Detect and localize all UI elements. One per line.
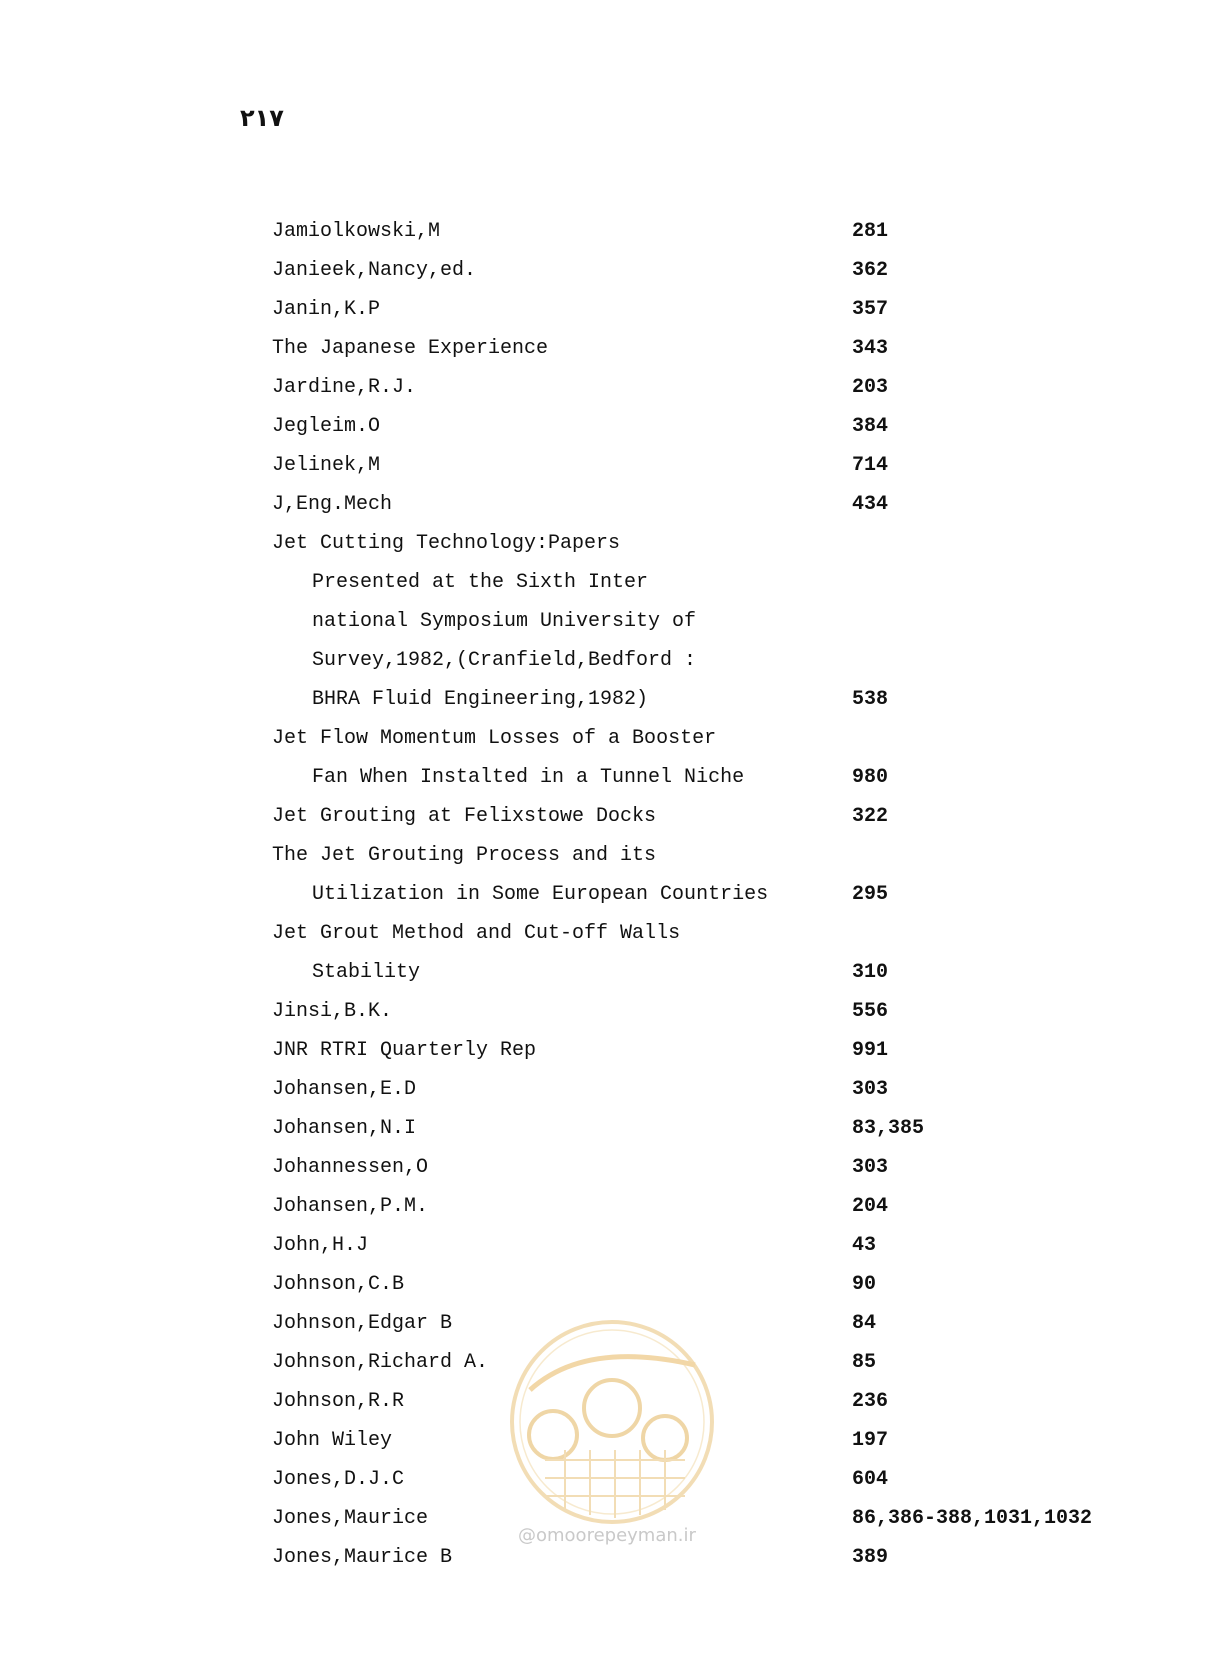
index-entry-continuation (272, 758, 1152, 797)
entry-title: Johnson,C.B (272, 1273, 405, 1296)
entry-page-numbers: 310 (852, 961, 889, 984)
entry-page-numbers: 538 (852, 688, 889, 711)
index-entry (272, 251, 1152, 290)
index-entry-continuation (272, 641, 1152, 680)
entry-title: Jegleim.O (272, 415, 381, 438)
entry-page-numbers: 203 (852, 376, 889, 399)
index-entry (272, 290, 1152, 329)
entry-title: Johnson,Richard A. (272, 1351, 489, 1374)
entry-page-numbers: 434 (852, 493, 889, 516)
entry-page-numbers: 556 (852, 1000, 889, 1023)
index-entry (272, 485, 1152, 524)
entry-title: Jet Cutting Technology:Papers (272, 532, 621, 555)
index-entry (272, 446, 1152, 485)
entry-page-numbers: 83,385 (852, 1117, 925, 1140)
entry-title: national Symposium University of (312, 610, 697, 633)
entry-title: Utilization in Some European Countries (312, 883, 769, 906)
entry-title: Jelinek,M (272, 454, 381, 477)
index-entry (272, 1187, 1152, 1226)
entry-page-numbers: 322 (852, 805, 889, 828)
index-entry (272, 1538, 1152, 1577)
entry-title: Jones,Maurice (272, 1507, 429, 1530)
entry-title: Jet Grouting at Felixstowe Docks (272, 805, 657, 828)
entry-page-numbers: 389 (852, 1546, 889, 1569)
entry-title: Janieek,Nancy,ed. (272, 259, 477, 282)
entry-title: The Japanese Experience (272, 337, 549, 360)
entry-page-numbers: 84 (852, 1312, 877, 1335)
index-entry (272, 1265, 1152, 1304)
entry-title: Survey,1982,(Cranfield,Bedford : (312, 649, 697, 672)
entry-page-numbers: 362 (852, 259, 889, 282)
entry-page-numbers: 714 (852, 454, 889, 477)
entry-title: Jamiolkowski,M (272, 220, 441, 243)
entry-title: Johansen,E.D (272, 1078, 417, 1101)
entry-title: John,H.J (272, 1234, 369, 1257)
index-entry (272, 1031, 1152, 1070)
entry-page-numbers: 43 (852, 1234, 877, 1257)
entry-title: Jinsi,B.K. (272, 1000, 393, 1023)
index-entry-continuation (272, 602, 1152, 641)
index-entry (272, 329, 1152, 368)
index-entry (272, 914, 1152, 953)
index-entry-continuation (272, 875, 1152, 914)
index-entry (272, 836, 1152, 875)
entry-title: The Jet Grouting Process and its (272, 844, 657, 867)
entry-title: Janin,K.P (272, 298, 381, 321)
index-entry (272, 719, 1152, 758)
entry-title: Presented at the Sixth Inter (312, 571, 649, 594)
index-entry (272, 1226, 1152, 1265)
index-entry (272, 1148, 1152, 1187)
entry-page-numbers: 295 (852, 883, 889, 906)
entry-page-numbers: 197 (852, 1429, 889, 1452)
entry-title: Stability (312, 961, 421, 984)
watermark-logo (505, 1310, 720, 1535)
entry-page-numbers: 204 (852, 1195, 889, 1218)
entry-title: Johannessen,O (272, 1156, 429, 1179)
entry-page-numbers: 90 (852, 1273, 877, 1296)
index-entry-continuation (272, 953, 1152, 992)
index-entry (272, 524, 1152, 563)
index-entry (272, 368, 1152, 407)
entry-page-numbers: 604 (852, 1468, 889, 1491)
entry-title: J,Eng.Mech (272, 493, 393, 516)
entry-page-numbers: 980 (852, 766, 889, 789)
entry-title: Jones,D.J.C (272, 1468, 405, 1491)
index-entry (272, 212, 1152, 251)
entry-page-numbers: 303 (852, 1078, 889, 1101)
entry-title: Jardine,R.J. (272, 376, 417, 399)
entry-page-numbers: 991 (852, 1039, 889, 1062)
index-entry-continuation (272, 680, 1152, 719)
entry-page-numbers: 236 (852, 1390, 889, 1413)
entry-page-numbers: 86,386-388,1031,1032 (852, 1507, 1093, 1530)
entry-title: Jones,Maurice B (272, 1546, 453, 1569)
entry-page-numbers: 343 (852, 337, 889, 360)
entry-page-numbers: 303 (852, 1156, 889, 1179)
entry-title: Jet Grout Method and Cut-off Walls (272, 922, 681, 945)
index-entry (272, 407, 1152, 446)
entry-title: Johnson,R.R (272, 1390, 405, 1413)
entry-title: Fan When Instalted in a Tunnel Niche (312, 766, 745, 789)
entry-title: Johansen,N.I (272, 1117, 417, 1140)
entry-title: Johansen,P.M. (272, 1195, 429, 1218)
entry-title: Johnson,Edgar B (272, 1312, 453, 1335)
entry-page-numbers: 384 (852, 415, 889, 438)
entry-page-numbers: 281 (852, 220, 889, 243)
index-entry-continuation (272, 563, 1152, 602)
entry-title: Jet Flow Momentum Losses of a Booster (272, 727, 717, 750)
entry-page-numbers: 357 (852, 298, 889, 321)
index-entry (272, 992, 1152, 1031)
entry-title: JNR RTRI Quarterly Rep (272, 1039, 537, 1062)
index-entry (272, 1109, 1152, 1148)
index-entry (272, 797, 1152, 836)
entry-title: John Wiley (272, 1429, 393, 1452)
page-number: ۲۱۷ (240, 104, 284, 132)
entry-page-numbers: 85 (852, 1351, 877, 1374)
index-entry (272, 1070, 1152, 1109)
watermark-site-text: @omoorepeyman.ir (518, 1525, 696, 1546)
entry-title: BHRA Fluid Engineering,1982) (312, 688, 649, 711)
